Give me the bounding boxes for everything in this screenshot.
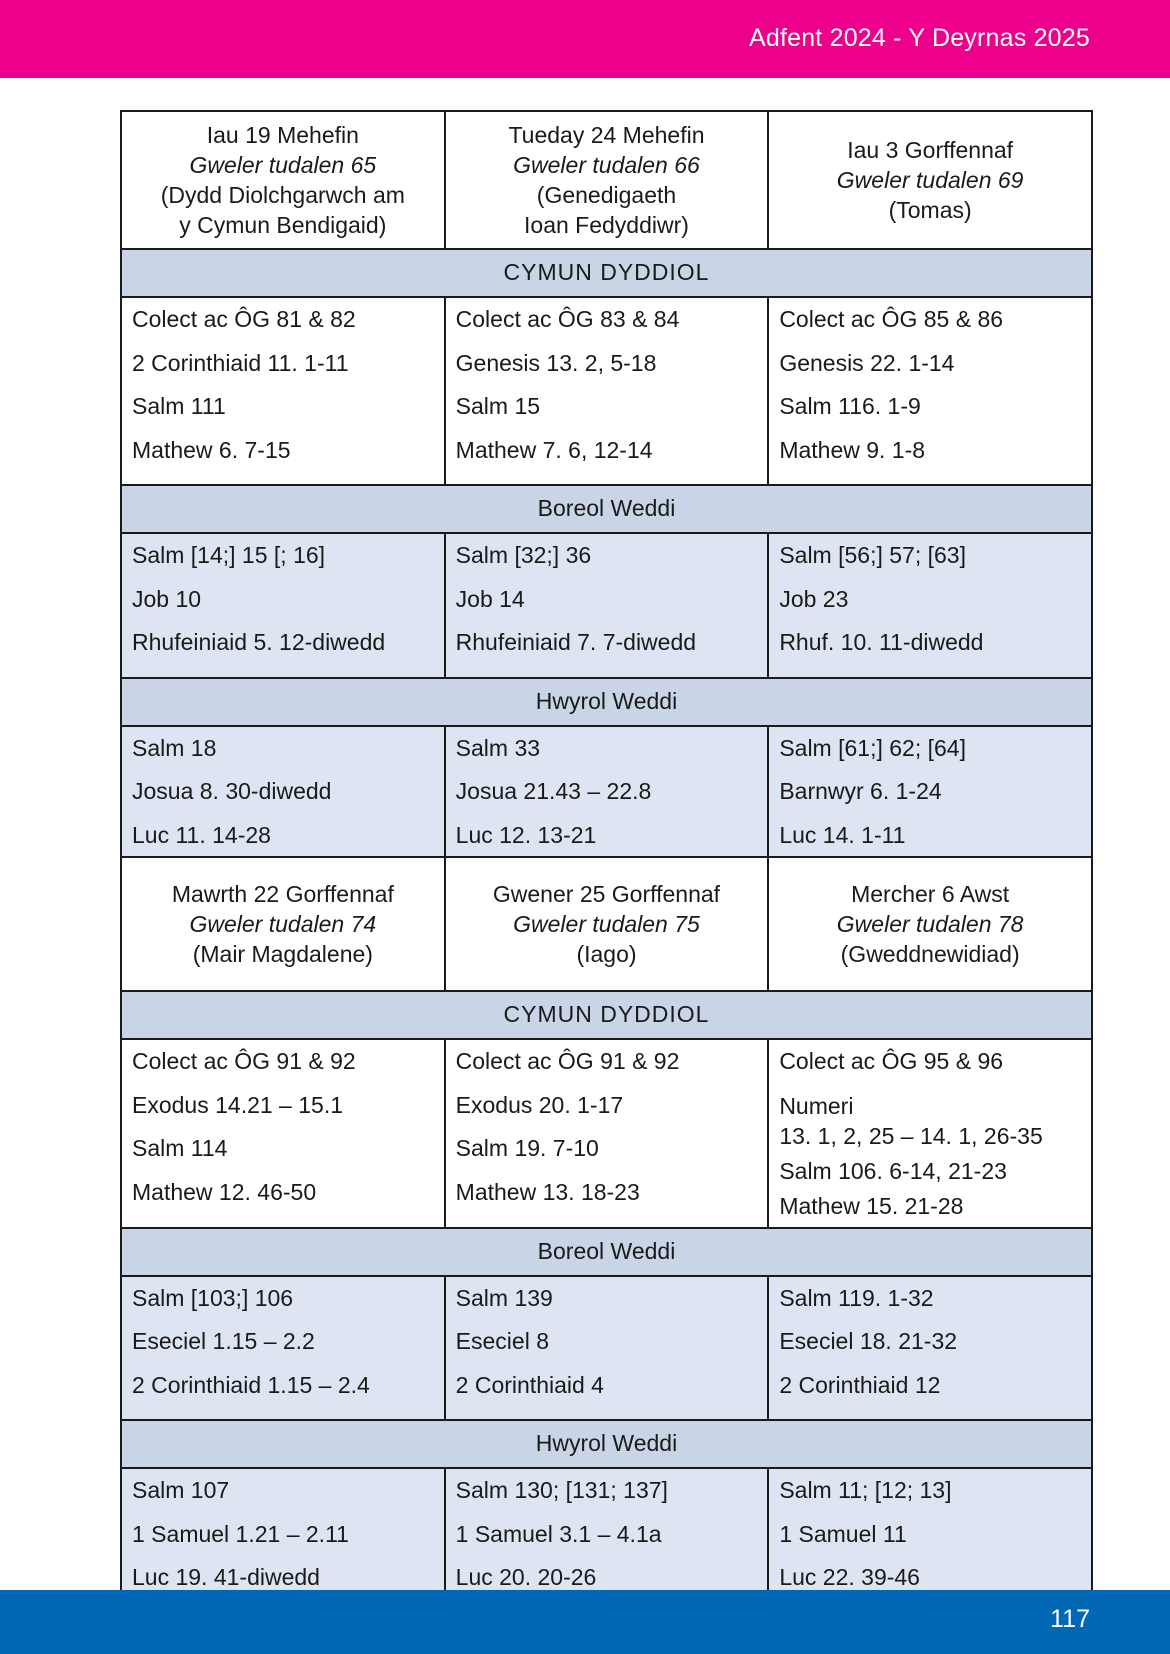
reading-item: Luc 14. 1-11 xyxy=(779,821,906,848)
reading-item: Josua 21.43 – 22.8 xyxy=(455,778,652,804)
reading-item: Salm 18 xyxy=(132,734,217,761)
readings-row xyxy=(121,533,1092,678)
reading-item: Salm [56;] 57; [63] xyxy=(779,542,966,568)
readings-cell xyxy=(121,533,445,678)
footer-bar xyxy=(0,1590,1170,1654)
reading-item: Salm 15 xyxy=(455,393,541,419)
readings-cell xyxy=(121,297,445,485)
reading-item: Job 14 xyxy=(455,585,525,612)
reading-item: Barnwyr 6. 1-24 xyxy=(779,778,942,804)
section-title-hwyrol: Hwyrol Weddi xyxy=(121,1420,1092,1468)
reading-item: Salm 111 xyxy=(132,393,226,419)
reading-item: Genesis 22. 1-14 xyxy=(779,349,955,376)
reading-item: Salm 139 xyxy=(455,1284,553,1311)
column-header xyxy=(121,111,445,249)
reading-item: 2 Corinthiaid 12 xyxy=(779,1371,941,1398)
page-reference: Gweler tudalen 75 xyxy=(513,911,700,937)
column-header xyxy=(445,111,769,249)
readings-cell xyxy=(445,1039,769,1228)
feast-note: (Genedigaeth xyxy=(536,182,677,208)
reading-item: Luc 19. 41-diwedd xyxy=(132,1564,320,1590)
reading-item: Salm 114 xyxy=(132,1135,228,1161)
reading-item: Luc 20. 20-26 xyxy=(455,1564,597,1590)
reading-item: Salm 11; [12; 13] xyxy=(779,1477,952,1503)
reading-item: 1 Samuel 1.21 – 2.11 xyxy=(132,1520,349,1547)
page-reference: Gweler tudalen 74 xyxy=(189,911,377,937)
feast-note: (Iago) xyxy=(576,941,637,967)
reading-item: Eseciel 1.15 – 2.2 xyxy=(132,1328,315,1354)
reading-item: 1 Samuel 3.1 – 4.1a xyxy=(455,1520,662,1547)
readings-cell xyxy=(445,726,769,871)
reading-item: Mathew 9. 1-8 xyxy=(779,436,926,463)
header-title: Adfent 2024 - Y Deyrnas 2025 xyxy=(748,24,1090,52)
feast-note: (Mair Magdalene) xyxy=(192,941,373,967)
day-label: Tueday 24 Mehefin xyxy=(508,122,705,148)
reading-item: Colect ac ÔG 85 & 86 xyxy=(779,306,1004,332)
reading-item: 2 Corinthiaid 11. 1-11 xyxy=(132,349,349,376)
readings-cell xyxy=(121,1276,445,1421)
reading-item: Mathew 13. 18-23 xyxy=(455,1178,640,1205)
feast-note: (Gweddnewidiad) xyxy=(840,941,1020,967)
day-label: Mawrth 22 Gorffennaf xyxy=(171,881,394,907)
day-label: Iau 3 Gorffennaf xyxy=(847,137,1014,163)
reading-item: Luc 12. 13-21 xyxy=(455,821,597,848)
reading-item: Rhufeiniaid 5. 12-diwedd xyxy=(132,629,386,655)
reading-item: Salm [61;] 62; [64] xyxy=(779,734,966,761)
section-title-hwyrol: Hwyrol Weddi xyxy=(121,678,1092,726)
column-header xyxy=(445,857,769,991)
reading-item: Mathew 12. 46-50 xyxy=(132,1178,317,1205)
reading-item: Colect ac ÔG 83 & 84 xyxy=(455,306,680,332)
reading-item: Rhufeiniaid 7. 7-diwedd xyxy=(455,629,697,655)
reading-item: Salm [103;] 106 xyxy=(132,1284,294,1311)
reading-item: Salm 130; [131; 137] xyxy=(455,1477,668,1503)
table-header-row xyxy=(121,111,1092,249)
section-row xyxy=(121,991,1092,1039)
feast-note: Ioan Fedyddiwr) xyxy=(524,212,689,238)
reading-item: Mathew 7. 6, 12-14 xyxy=(455,436,653,463)
reading-item: Luc 22. 39-46 xyxy=(779,1564,920,1590)
reading-item: Job 10 xyxy=(132,585,202,612)
section-row xyxy=(121,1420,1092,1468)
readings-cell xyxy=(768,1039,1092,1228)
reading-item: Salm 119. 1-32 xyxy=(779,1284,934,1311)
day-label: Mercher 6 Awst xyxy=(851,881,1010,907)
reading-item: Salm [14;] 15 [; 16] xyxy=(132,542,326,568)
day-label: Iau 19 Mehefin xyxy=(206,122,359,148)
readings-cell xyxy=(768,1276,1092,1421)
readings-cell xyxy=(445,297,769,485)
readings-cell xyxy=(768,726,1092,871)
page-number: 117 xyxy=(1050,1605,1090,1633)
reading-item: Eseciel 18. 21-32 xyxy=(779,1328,958,1354)
reading-item: Salm 107 xyxy=(132,1477,230,1503)
page-reference: Gweler tudalen 78 xyxy=(836,911,1024,937)
reading-item: Genesis 13. 2, 5-18 xyxy=(455,349,657,376)
readings-row xyxy=(121,1276,1092,1421)
readings-row xyxy=(121,1039,1092,1228)
reading-item: Colect ac ÔG 91 & 92 xyxy=(455,1048,680,1074)
section-row xyxy=(121,249,1092,297)
readings-cell xyxy=(445,1276,769,1421)
reading-item: Exodus 20. 1-17 xyxy=(455,1091,624,1118)
readings-cell xyxy=(768,297,1092,485)
reading-item: Mathew 15. 21-28 xyxy=(779,1192,964,1219)
readings-table-1 xyxy=(120,110,1093,871)
reading-item: Salm 116. 1-9 xyxy=(779,393,921,419)
section-row xyxy=(121,485,1092,533)
reading-item: Job 23 xyxy=(779,585,849,612)
readings-cell xyxy=(121,1039,445,1228)
feast-note: (Dydd Diolchgarwch am xyxy=(160,182,405,208)
reading-item: Colect ac ÔG 81 & 82 xyxy=(132,306,356,332)
section-title-cymun: CYMUN DYDDIOL xyxy=(121,991,1092,1039)
page-reference: Gweler tudalen 66 xyxy=(513,152,700,178)
section-row xyxy=(121,1228,1092,1276)
column-header xyxy=(121,857,445,991)
readings-cell xyxy=(445,533,769,678)
reading-item: Salm 106. 6-14, 21-23 xyxy=(779,1157,1007,1184)
page-reference: Gweler tudalen 69 xyxy=(836,167,1024,193)
page-reference: Gweler tudalen 65 xyxy=(189,152,377,178)
reading-item: 2 Corinthiaid 1.15 – 2.4 xyxy=(132,1371,370,1398)
column-header xyxy=(768,111,1092,249)
reading-item: Salm 19. 7-10 xyxy=(455,1135,599,1161)
readings-row xyxy=(121,726,1092,871)
section-title-boreol: Boreol Weddi xyxy=(121,1228,1092,1276)
reading-item: 13. 1, 2, 25 – 14. 1, 26-35 xyxy=(779,1122,1043,1149)
header-bar xyxy=(0,0,1170,78)
reading-item: Josua 8. 30-diwedd xyxy=(132,778,332,804)
column-header xyxy=(768,857,1092,991)
reading-item: 1 Samuel 11 xyxy=(779,1520,907,1547)
feast-note: (Tomas) xyxy=(888,197,972,223)
reading-item: Colect ac ÔG 91 & 92 xyxy=(132,1048,356,1074)
feast-note: y Cymun Bendigaid) xyxy=(179,212,387,238)
reading-item: Colect ac ÔG 95 & 96 xyxy=(779,1048,1004,1074)
section-title-cymun: CYMUN DYDDIOL xyxy=(121,249,1092,297)
readings-cell xyxy=(768,533,1092,678)
reading-item: 2 Corinthiaid 4 xyxy=(455,1371,604,1398)
readings-table-2 xyxy=(120,856,1093,1614)
reading-item: Salm 33 xyxy=(455,734,541,761)
section-row xyxy=(121,678,1092,726)
table-header-row xyxy=(121,857,1092,991)
reading-item: Rhuf. 10. 11-diwedd xyxy=(779,629,984,655)
reading-item: Eseciel 8 xyxy=(455,1328,549,1354)
readings-cell xyxy=(121,726,445,871)
section-title-boreol: Boreol Weddi xyxy=(121,485,1092,533)
reading-item: Luc 11. 14-28 xyxy=(132,821,271,848)
reading-item: Exodus 14.21 – 15.1 xyxy=(132,1091,343,1118)
reading-item: Salm [32;] 36 xyxy=(455,542,592,568)
reading-item: Numeri xyxy=(779,1092,854,1119)
day-label: Gwener 25 Gorffennaf xyxy=(492,881,721,907)
reading-item: Mathew 6. 7-15 xyxy=(132,436,291,463)
readings-row xyxy=(121,297,1092,485)
